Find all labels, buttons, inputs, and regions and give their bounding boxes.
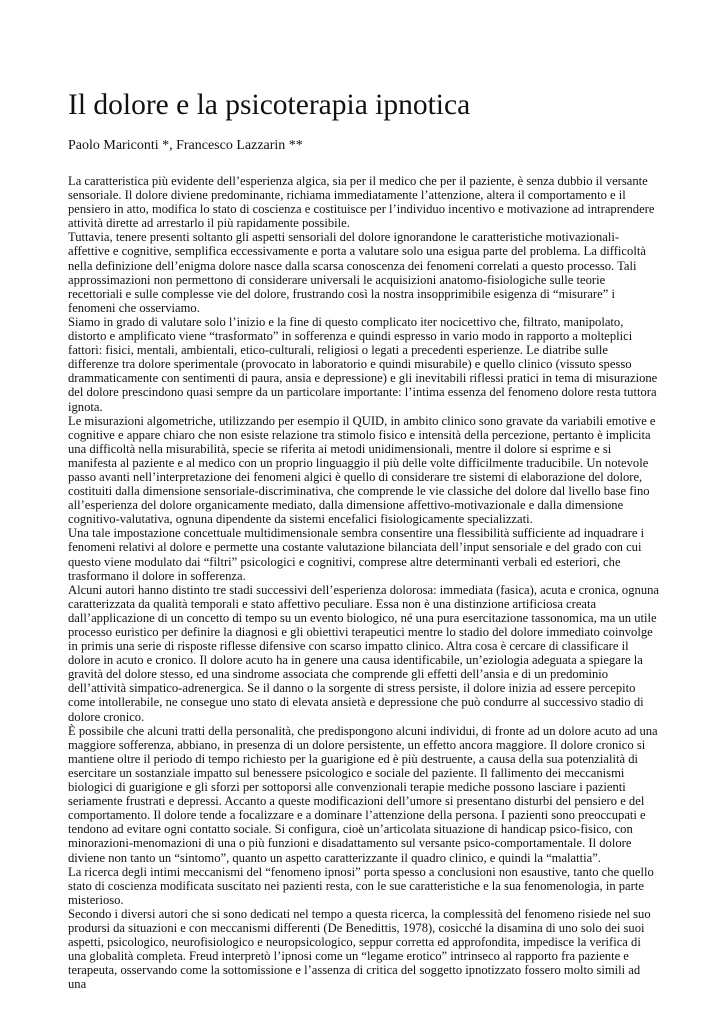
paragraph: Alcuni autori hanno distinto tre stadi successivi dell’esperienza dolorosa: immediata (fasica), acuta e cronica, ognuna caratterizzata da qualità temporali e stato affettivo peculiare. Essa non è una distinzione artificiosa creata dall’applicazione di un concetto di tempo su un evento biologico, né una pura esercitazione tassonomica, ma un utile processo euristico per definire la diagnosi e gli obiettivi terapeutici mentre lo stadio del dolore immediato coinvolge in primis una serie di risposte riflesse difensive con scarso impatto clinico. Altra cosa è cercare di classificare il dolore in acuto e cronico. Il dolore acuto ha in genere una causa identificabile, un’eziologia adeguata a spiegare la gravità del dolore stesso, ed una sindrome associata che comprende gli effetti dell’ansia e di un predominio dell’attività simpatico-adrenergica. Se il danno o la sorgente di stress persiste, il dolore inizia ad essere percepito come intollerabile, ne consegue uno stato di elevata ansietà e depressione che può condurre al successivo stadio di dolore cronico. <box>68 582 659 724</box>
paragraph: La ricerca degli intimi meccanismi del “fenomeno ipnosi” porta spesso a conclusioni non esaustive, tanto che quello stato di coscienza modificata suscitato nei pazienti resta, con le sue caratteristiche e la sua fenomenologia, in parte misterioso. <box>68 864 654 907</box>
paragraph: La caratteristica più evidente dell’esperienza algica, sia per il medico che per il paziente, è senza dubbio il versante sensoriale. Il dolore diviene predominante, richiama immediatamente l’attenzione, altera il comportamento e il pensiero in atto, modifica lo stato di coscienza e costituisce per l’individuo incentivo e motivazione ad intraprendere attività dirette ad arrestarlo il più rapidamente possibile. <box>68 174 655 231</box>
document-title: Il dolore e la psicoterapia ipnotica <box>68 89 471 121</box>
paragraph: Secondo i diversi autori che si sono dedicati nel tempo a questa ricerca, la complessità del fenomeno risiede nel suo prodursi da situazioni e con meccanismi differenti (De Benedittis, 1978), cosicché la disamina di uno solo dei suoi aspetti, psicologico, neurofisiologico e neuropsicologico, seppur corretta ed approfondita, impedisce la verifica di una globalità completa. Freud interpretò l’ipnosi come un “legame erotico” intrinseco al rapporto fra paziente e terapeuta, osservando come la sottomissione e l’assenza di critica del soggetto ipnotizzato fossero molto simili ad una <box>68 906 651 992</box>
document-body <box>68 174 660 991</box>
paragraph: Le misurazioni algometriche, utilizzando per esempio il QUID, in ambito clinico sono gravate da variabili emotive e cognitive e appare chiaro che non esiste relazione tra stimolo fisico e intensità della percezione, pertanto è implicita una difficoltà nella misurabilità, specie se riferita ai metodi unidimensionali, mentre il dolore si esprime e si manifesta al paziente e al medico con un proprio linguaggio il più delle volte difficilmente traducibile. Un notevole passo avanti nell’interpretazione dei fenomeni algici è quello di considerare tre sistemi di elaborazione del dolore, costituiti dalla dimensione sensoriale-discriminativa, che comprende le vie classiche del dolore dal livello base fino all’esperienza del dolore organicamente mediato, dalla dimensione affettivo-motivazionale e dalla dimensione cognitivo-valutativa, ognuna dipendente da sistemi encefalici fisiologicamente specializzati. <box>68 413 656 527</box>
paragraph: Tuttavia, tenere presenti soltanto gli aspetti sensoriali del dolore ignorandone le caratteristiche motivazionali-affettive e cognitive, semplifica eccessivamente e porta a valutare solo una esigua parte del problema. La difficoltà nella definizione dell’enigma dolore nasce dalla scarsa conoscenza dei fenomeni correlati a questo processo. Tali approssimazioni non permettono di considerare universali le acquisizioni anatomo-fisiologiche sulle teorie recettoriali e sulle complesse vie del dolore, frustrando così la nostra insopprimibile esigenza di “misurare” i fenomeni che osserviamo. <box>68 230 646 315</box>
paragraph: Una tale impostazione concettuale multidimensionale sembra consentire una flessibilità sufficiente ad inquadrare i fenomeni relativi al dolore e permette una costante valutazione bilanciata dell’input sensoriale e del grado con cui questo viene modulato dai “filtri” psicologici e cognitivi, comprese altre determinanti verbali ed esteriori, che trasformano il dolore in sofferenza. <box>68 526 645 583</box>
document-authors: Paolo Mariconti *, Francesco Lazzarin ** <box>68 138 303 153</box>
paragraph: Siamo in grado di valutare solo l’inizio e la fine di questo complicato iter nocicettivo che, filtrato, manipolato, distorto e amplificato viene “trasformato” in sofferenza e quindi espresso in vario modo in rapporto a molteplici fattori: fisici, mentali, ambientali, etico-culturali, religiosi o legati a precedenti esperienze. Le diatribe sulle differenze tra dolore sperimentale (provocato in laboratorio e quindi misurabile) e quello clinico (vissuto spesso drammaticamente con sentimenti di paura, ansia e depressione) e gli inevitabili riflessi pratici in tema di misurazione del dolore prescindono quasi sempre da un particolare importante: l’intima essenza del fenomeno dolore resta tuttora ignota. <box>68 314 658 414</box>
paragraph: È possibile che alcuni tratti della personalità, che predispongono alcuni individui, di fronte ad un dolore acuto ad una maggiore sofferenza, abbiano, in presenza di un dolore persistente, un effetto ancora maggiore. Il dolore cronico si mantiene oltre il periodo di tempo richiesto per la guarigione ed è più destruente, a causa della sua potenzialità di esercitare un sostanziale impatto sul benessere psicologico e sociale del paziente. Il fallimento dei meccanismi biologici di guarigione e gli sforzi per sottoporsi alle convenzionali terapie mediche possono lasciare i pazienti seriamente frustrati e depressi. Accanto a queste modificazioni dell’umore si presentano disturbi del pensiero e del comportamento. Il dolore tende a focalizzare e a dominare l’attenzione della persona. I pazienti sono preoccupati e tendono ad evitare ogni contatto sociale. Si configura, cioè un’articolata situazione di handicap psico-fisico, con minorazioni-menomazioni di una o più funzioni e disadattamento sul versante psico-comportamentale. Il dolore diviene non tanto un “sintomo”, quanto un aspetto caratterizzante il quadro clinico, e quindi la “malattia”. <box>68 723 658 865</box>
document-page <box>68 88 660 991</box>
